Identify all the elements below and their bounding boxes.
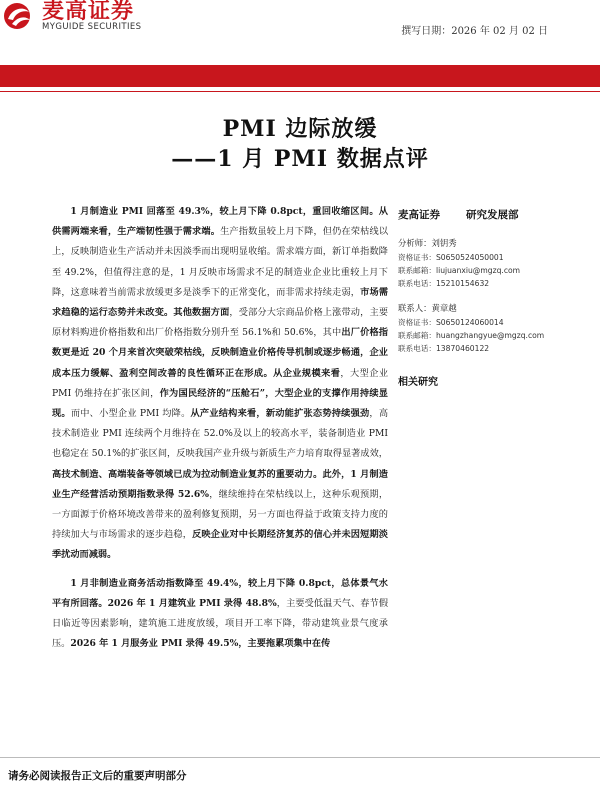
analyst-email[interactable]: 联系邮箱：liujuanxiu@mgzq.com — [398, 266, 521, 276]
report-body — [52, 202, 388, 662]
header-red-band — [0, 65, 600, 87]
contact-phone: 联系电话：13870460122 — [398, 344, 490, 354]
sidebar — [398, 207, 578, 388]
dept-name: 研究发展部 — [466, 209, 519, 221]
contact-email[interactable]: 联系邮箱：huangzhangyue@mgzq.com — [398, 330, 545, 340]
header-divider — [0, 91, 600, 92]
report-title: PMI 边际放缓 — [222, 116, 378, 142]
related-research-heading: 相关研究 — [398, 377, 438, 389]
org-name: 麦高证券 — [398, 209, 440, 221]
write-date: 撰写日期：2026 年 02 月 02 日 — [401, 26, 548, 37]
bold-text-run: 反映企业对中长期经济复苏的信心并未因短期淡季扰动而减弱。 — [52, 529, 388, 561]
text-run: ，继续维持在荣枯线以上，这种乐观预期，一方面源于价格环境改善带来的盈利修复预期，另一方面也得益于政策支持力度的持续加大与市场需求的逐步趋稳， — [52, 488, 389, 541]
contact-block — [398, 301, 578, 356]
analyst-block — [398, 236, 578, 291]
footer-notice: 请务必阅读报告正文后的重要声明部分 — [8, 770, 187, 782]
text-run: 而中、小型企业 PMI 均降。 — [70, 408, 191, 420]
body-paragraph-1 — [52, 202, 388, 566]
logo-cn-text: 麦高证券 — [42, 0, 135, 24]
text-run: ，高技术制造业 PMI 连续两个月维持在 52.0%及以上的较高水平，装备制造业 PMI 也稳定在 50.1%的扩张区间，反映我国产业升级与新质生产力培育取得显著成效， — [52, 408, 389, 460]
bold-text-run: 从产业结构来看，新动能扩张态势持续强劲 — [190, 408, 370, 420]
bold-text-run: 作为国民经济的“压舱石”，大型企业的支撑作用持续显现。 — [52, 387, 388, 420]
logo-en-text: MYGUIDE SECURITIES — [42, 22, 142, 32]
contact-cert: 资格证书：S0650124060014 — [398, 317, 504, 327]
bold-text-run: 高技术制造、高端装备等领域已成为拉动制造业复苏的重要动力。此外，1 月制造业生产经营活动预期指数录得 52.6% — [52, 468, 388, 500]
footer-divider — [0, 757, 600, 758]
report-subtitle: ——1 月 PMI 数据点评 — [171, 146, 429, 172]
analyst-phone: 联系电话：15210154632 — [398, 279, 490, 289]
text-run: ，受部分大宗商品价格上涨带动，主要原材料购进价格指数和出厂价格指数分别升至 56.1%和 50.6%，其中 — [52, 307, 389, 339]
bold-text-run: 1 月非制造业商务活动指数降至 49.4%，较上月下降 0.8pct，总体景气水平有所回落。2026 年 1 月建筑业 PMI 录得 48.8% — [52, 577, 388, 609]
analyst-cert: 资格证书：S0650524050001 — [398, 253, 504, 262]
myguide-swirl-logo-icon — [2, 0, 40, 32]
text-run: ，主要受低温天气、春节假日临近等因素影响，建筑施工进度放缓，项目开工率下降，带动建筑业景气度承压。 — [52, 597, 389, 650]
contact-name: 联系人：黄章越 — [398, 302, 457, 313]
analyst-name: 分析师：刘钥秀 — [398, 238, 457, 248]
bold-text-run: 出厂价格指数更是近 20 个月来首次突破荣枯线，反映制造业价格传导机制或逐步畅通，企业成本压力缓解、盈利空间改善的良性循环正在形成。从企业规模来看 — [52, 327, 388, 379]
bold-text-run: 2026 年 1 月服务业 PMI 录得 49.5%，主要拖累项集中在传 — [70, 638, 331, 650]
company-logo — [2, 0, 172, 36]
bold-text-run: 1 月制造业 PMI 回落至 49.3%，较上月下降 0.8pct，重回收缩区间。从供需两端来看，生产端韧性强于需求端。 — [52, 206, 388, 238]
bold-text-run: 市场需求趋稳的运行态势并未改变。其他数据方面 — [52, 286, 389, 319]
text-run: 生产指数虽较上月下降，但仍在荣枯线以上，反映制造业生产活动并未因淡季而出现明显收缩。需求端方面，新订单指数降至 49.2%，但值得注意的是，1 月反映市场需求不足的制造业企业比重较上月下降，这意味着当前需求放缓更多是淡季下的正常变化，而非需求持续走弱， — [52, 226, 389, 298]
text-run: ，大型企业 PMI 仍维持在扩张区间， — [52, 367, 389, 399]
sidebar-header — [398, 207, 578, 222]
body-paragraph-2 — [52, 574, 388, 655]
